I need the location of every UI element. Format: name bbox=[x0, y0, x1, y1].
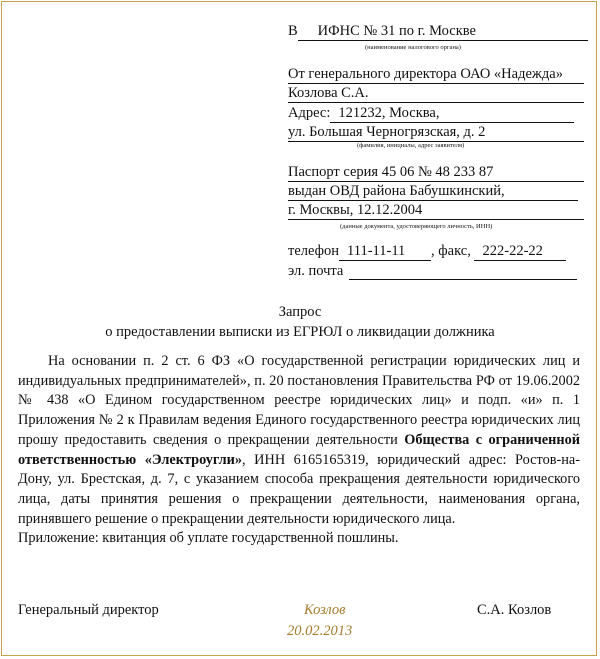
fax-value: 222-22-22 bbox=[474, 242, 566, 261]
signer-position: Генеральный директор bbox=[18, 602, 159, 618]
passport-line3: г. Москвы, 12.12.2004 bbox=[288, 201, 584, 220]
applicant-from: От генерального директора ОАО «Надежда» bbox=[288, 65, 584, 84]
request-paragraph: На основании п. 2 ст. 6 ФЗ «О государственной регистрации юридических лиц и индивидуальных предпринимателей», п. 20 постановления Правительства РФ от 19.06.2002 № 438 «О Едином государственном реестре юридических лиц» и подп. «и» п. 1 Приложения № 2 к Правилам ведения Единого государственного реестра юридических лиц прошу предоставить сведения о прекращении деятельности Общества с ограниченной ответственностью «Электроугли», ИНН 6165165319, юридический адрес: Ростов-на-Дону, ул. Брестская, д. 7, с указанием способа прекращения деятельности юридического лица, даты принятия решения о прекращении деятельности, наименования органа, принявшего решение о прекращении деятельности юридического лица. bbox=[18, 353, 581, 527]
passport-line1: Паспорт серия 45 06 № 48 233 87 bbox=[288, 163, 584, 182]
request-body bbox=[18, 352, 580, 549]
applicant-name: Козлова С.А. bbox=[288, 84, 584, 103]
signer-name: С.А. Козлов bbox=[477, 602, 552, 618]
recipient-line bbox=[288, 22, 588, 41]
signature-date: 20.02.2013 bbox=[287, 623, 353, 639]
contact-phone-fax: телефон 111-11-11 , факс, 222-22-22 bbox=[288, 242, 566, 261]
applicant-address: Адрес: 121232, Москва, bbox=[288, 104, 574, 123]
applicant-caption: (фамилия, инициалы, адрес заявителя) bbox=[357, 142, 465, 149]
recipient-prefix: В bbox=[288, 23, 298, 39]
handwritten-signature: Козлов bbox=[304, 602, 346, 618]
recipient-office: ИФНС № 31 по г. Москве bbox=[298, 22, 588, 41]
passport-line2: выдан ОВД района Бабушкинский, bbox=[288, 182, 578, 201]
attachment-line: Приложение: квитанция об уплате государственной пошлины. bbox=[18, 530, 399, 547]
contact-email: эл. почта bbox=[288, 262, 577, 280]
applicant-address-line2: ул. Большая Черногрязская, д. 2 bbox=[288, 123, 584, 142]
company-name: Общества с ограниченной ответственностью «Электроугли» bbox=[18, 431, 581, 468]
document-caption: (данные документа, удостоверяющего личность, ИНН) bbox=[340, 223, 493, 230]
email-value bbox=[349, 262, 577, 280]
document-title: Запрос bbox=[278, 304, 322, 320]
recipient-caption: (наименование налогового органа) bbox=[365, 44, 461, 51]
phone-value: 111-11-11 bbox=[339, 242, 431, 261]
document-subtitle: о предоставлении выписки из ЕГРЮЛ о ликвидации должника bbox=[105, 324, 495, 340]
